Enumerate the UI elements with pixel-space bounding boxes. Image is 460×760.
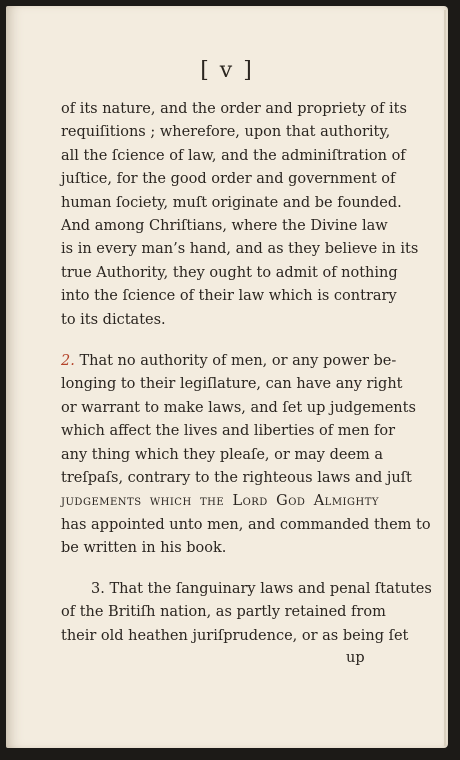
page-header: [ v ] bbox=[200, 58, 254, 83]
text-line: That no authority of men, or any power be- bbox=[79, 353, 397, 369]
text-line: true Authority, they ought to admit of nothing bbox=[61, 264, 398, 281]
text-line-first bbox=[61, 350, 397, 373]
text-line: their old heathen juriſprudence, or as being ſet bbox=[61, 627, 409, 644]
text-line: all the ſcience of law, and the adminiſtration of bbox=[61, 147, 406, 164]
text-line-first bbox=[61, 578, 432, 601]
text-line: human ſociety, muſt originate and be founded. bbox=[61, 194, 402, 211]
catchword: up bbox=[346, 650, 365, 666]
text-line: juſtice, for the good order and government of bbox=[61, 171, 396, 188]
paragraph-number: 2. bbox=[61, 353, 75, 369]
text-line: treſpaſs, contrary to the righteous laws and juſt bbox=[61, 470, 412, 487]
page-edge bbox=[444, 10, 446, 746]
text-line: That the ſanguinary laws and penal ſtatutes bbox=[109, 581, 432, 597]
text-line: to its dictates. bbox=[61, 311, 166, 328]
text-line: or warrant to make laws, and ſet up judgements bbox=[61, 399, 416, 416]
paragraph-1 bbox=[61, 98, 419, 332]
text-line: of the Britiſh nation, as partly retained from bbox=[61, 604, 386, 621]
text-line: be written in his book. bbox=[61, 540, 227, 557]
text-line: judgements which the Lord God Almighty bbox=[61, 493, 379, 510]
text-line: is in every man’s hand, and as they believe in its bbox=[61, 241, 419, 258]
text-line: requiſitions ; wherefore, upon that authority, bbox=[61, 124, 391, 141]
paragraph-3 bbox=[61, 578, 432, 648]
text-line: into the ſcience of their law which is contrary bbox=[61, 288, 397, 305]
paragraph-2 bbox=[61, 350, 431, 561]
paragraph-number: 3. bbox=[91, 581, 105, 597]
text-line: longing to their legiſlature, can have any right bbox=[61, 376, 403, 393]
book-page bbox=[6, 6, 448, 748]
text-line: any thing which they pleaſe, or may deem a bbox=[61, 446, 384, 463]
text-line: And among Chriſtians, where the Divine law bbox=[61, 218, 388, 235]
text-line: which affect the lives and liberties of men for bbox=[61, 423, 396, 440]
text-line: of its nature, and the order and propriety of its bbox=[61, 101, 407, 117]
text-line: has appointed unto men, and commanded them to bbox=[61, 516, 431, 533]
